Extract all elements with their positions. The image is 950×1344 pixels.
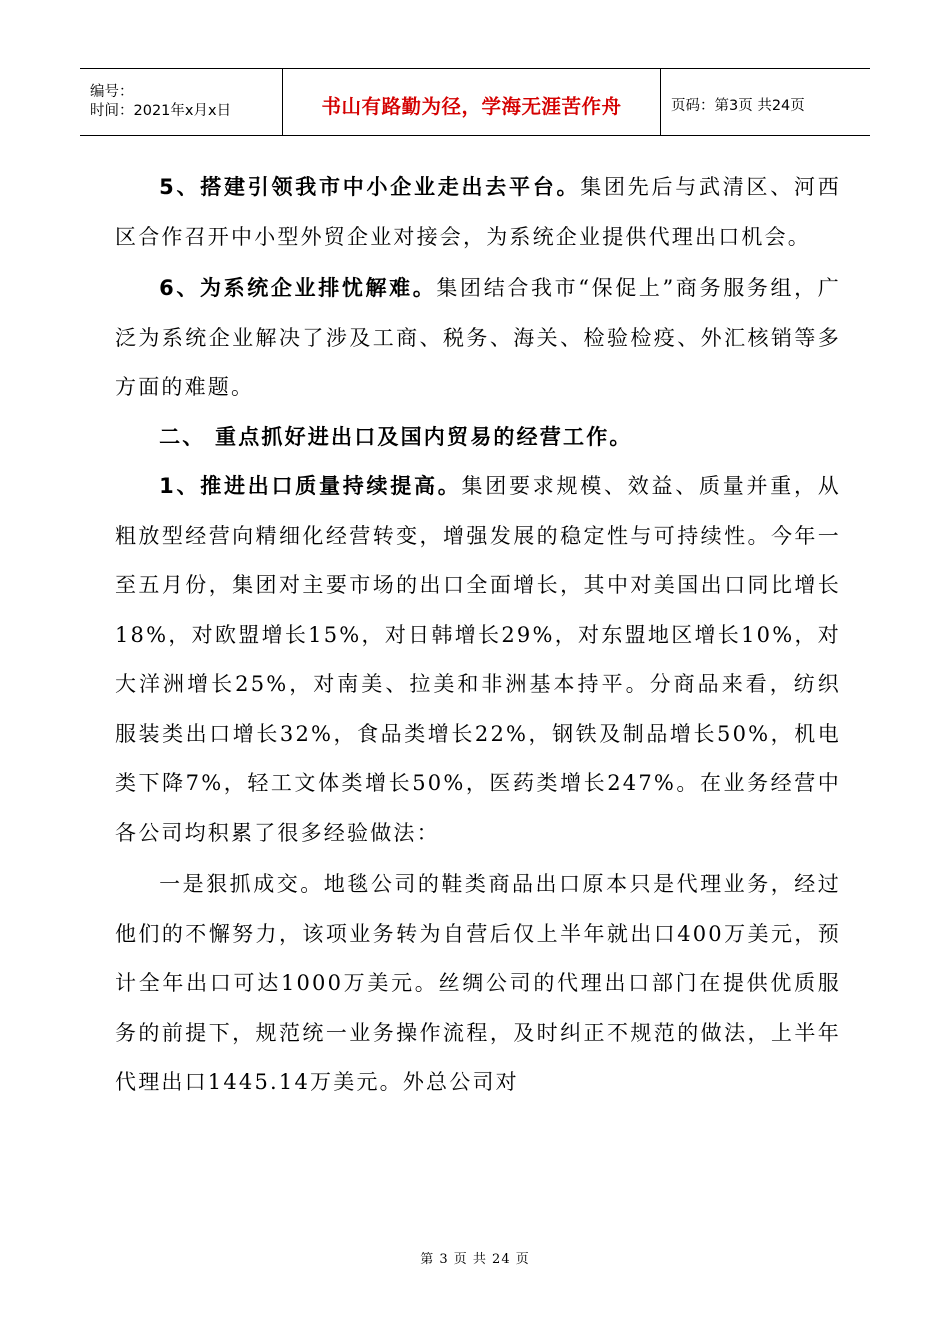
paragraph-5-text: 集团先后与武清区、河西区合作召开中小型外贸企业对接会，为系统企业提供代理出口机会。 bbox=[115, 175, 841, 249]
paragraph-1-lead: 1、推进出口质量持续提高。 bbox=[159, 474, 462, 498]
paragraph-5 bbox=[115, 163, 841, 262]
paragraph-6-lead: 6、为系统企业排忧解难。 bbox=[159, 276, 437, 300]
page-code-text: 页码：第3页 共24页 bbox=[671, 97, 805, 114]
paragraph-5-lead: 5、搭建引领我市中小企业走出去平台。 bbox=[159, 175, 581, 199]
paragraph-6-text: 集团结合我市“保促上”商务服务组，广泛为系统企业解决了涉及工商、税务、海关、检验检疫、外汇核销等多方面的难题。 bbox=[115, 276, 841, 399]
page-footer: 第 3 页 共 24 页 bbox=[420, 1252, 530, 1267]
paragraph-first: 一是狠抓成交。地毯公司的鞋类商品出口原本只是代理业务，经过他们的不懈努力，该项业务转为自营后仅上半年就出口400万美元，预计全年出口可达1000万美元。丝绸公司的代理出口部门在提供优质服务的前提下，规范统一业务操作流程，及时纠正不规范的做法，上半年代理出口1445.14万美元。外总公司对 bbox=[115, 872, 841, 1094]
header-page-code bbox=[661, 69, 870, 135]
motto-text: 书山有路勤为径，学海无涯苦作舟 bbox=[321, 95, 622, 118]
document-body bbox=[115, 163, 841, 1108]
number-label: 编号： bbox=[90, 84, 134, 100]
header-meta bbox=[80, 69, 283, 135]
paragraph-6 bbox=[115, 264, 841, 413]
header-motto bbox=[283, 69, 661, 135]
paragraph-1 bbox=[115, 462, 841, 858]
page-header bbox=[80, 68, 870, 136]
time-label: 时间：2021年x月x日 bbox=[90, 103, 232, 119]
paragraph-1-text: 集团要求规模、效益、质量并重，从粗放型经营向精细化经营转变，增强发展的稳定性与可持续性。今年一至五月份，集团对主要市场的出口全面增长，其中对美国出口同比增长18%，对欧盟增长15%，对日韩增长29%，对东盟地区增长10%，对大洋洲增长25%，对南美、拉美和非洲基本持平。分商品来看，纺织服装类出口增长32%，食品类增长22%，钢铁及制品增长50%，机电类下降7%，轻工文体类增长50%，医药类增长247%。在业务经营中各公司均积累了很多经验做法： bbox=[115, 474, 841, 845]
section-heading: 二、 重点抓好进出口及国内贸易的经营工作。 bbox=[159, 424, 633, 449]
